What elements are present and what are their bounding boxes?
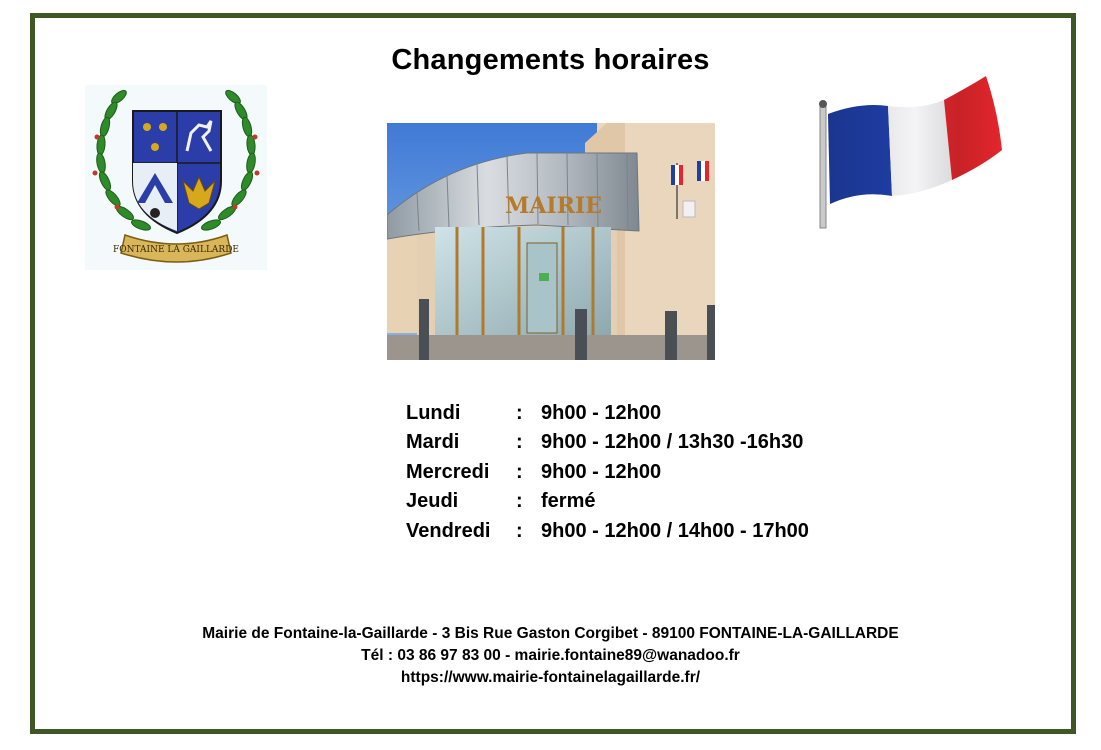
schedule-day: Lundi [406,402,461,424]
schedule-hours: 9h00 - 12h00 / 14h00 - 17h00 [541,519,809,542]
schedule-row-jeudi [406,487,809,516]
schedule-hours: fermé [541,490,596,513]
schedule-separator: : [516,519,523,542]
footer-contact: Tél : 03 86 97 83 00 - mairie.fontaine89@wanadoo.fr [361,647,740,664]
crest-motto-text: FONTAINE LA GAILLARDE [113,245,239,255]
schedule-row-vendredi [406,517,809,546]
mairie-sign-text: MAIRIE [505,193,603,219]
schedule-hours: 9h00 - 12h00 [541,402,662,424]
opening-hours [406,399,809,546]
schedule-row-mercredi [406,458,809,487]
schedule-separator: : [516,402,523,424]
town-hall-photo [387,123,715,360]
schedule-row-lundi [406,399,809,428]
schedule-day: Mardi [406,431,460,454]
schedule-hours: 9h00 - 12h00 / 13h30 -16h30 [541,431,804,454]
page-title: Changements horaires [391,44,710,76]
footer [0,623,1101,689]
schedule-hours: 9h00 - 12h00 [541,460,662,483]
schedule-separator: : [516,431,523,454]
schedule-row-mardi [406,428,809,457]
coat-of-arms-icon [85,85,267,270]
french-flag-icon [810,72,1010,232]
footer-website-link[interactable]: https://www.mairie-fontainelagaillarde.fr/ [400,669,701,686]
schedule-day: Vendredi [406,519,491,542]
schedule-separator: : [516,460,523,483]
schedule-day: Jeudi [406,490,459,513]
footer-address: Mairie de Fontaine-la-Gaillarde - 3 Bis Rue Gaston Corgibet - 89100 FONTAINE-LA-GAILLARDE [202,625,899,642]
schedule-day: Mercredi [406,460,490,483]
schedule-separator: : [516,490,523,513]
